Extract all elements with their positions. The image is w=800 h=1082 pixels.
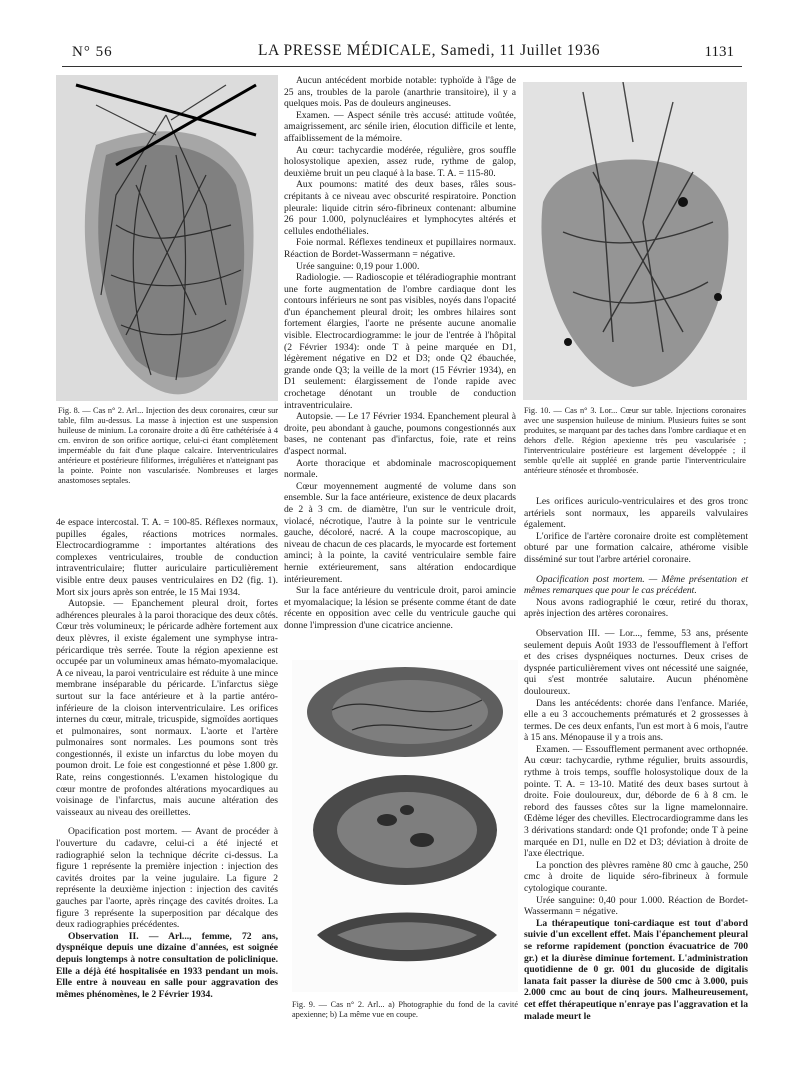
figure-9-caption: Fig. 9. — Cas n° 2. Arl... a) Photographie du fond de la cavité apexienne; b) La même vue en coupe.	[292, 1000, 518, 1019]
paragraph: Examen. — Essoufflement permanent avec orthopnée. Au cœur: tachycardie, rythme régulier, bruits assourdis, rythme à trois temps, souffle holosystolique doux de la pointe. T. A. = 13-10. Matité des deux bases surtout à droite. Foie douloureux, dur, déborde de 6 à 8 cm. le rebord des fausses côtes sur la ligne mamelonnaire. Œdème léger des chevilles. Electrocardiogramme dans les 3 dérivations standard: onde Q1 profonde; onde T à peine marquée en D1, nulle en D2 et D3; déviation à droite de l'axe électrique.	[524, 743, 748, 860]
paragraph: Foie normal. Réflexes tendineux et pupillaires normaux. Réaction de Bordet-Wassermann = négative.	[284, 237, 516, 260]
page-number: 1131	[704, 44, 734, 60]
figure-10-caption: Fig. 10. — Cas n° 3. Lor... Cœur sur table. Injections coronaires avec une suspension huileuse de minium. Plusieurs fuites se sont produites, se marquant par des taches dans l'ombre cardiaque et en dehors d'elle. Région apexienne très peu vascularisée ; l'interventriculaire postérieure est largement développée ; il semble qu'elle ait suppléé en grande partie l'interventriculaire antérieure sténosée et thrombosée.	[524, 406, 746, 475]
paragraph: Urée sanguine: 0,19 pour 1.000.	[296, 260, 420, 272]
journal-title: LA PRESSE MÉDICALE, Samedi, 11 Juillet 1936	[258, 42, 601, 59]
paragraph: Radiologie. — Radioscopie et téléradiographie montrant une forte augmentation de l'ombre cardiaque dont les contours inférieurs ne sont pas visibles, noyés dans l'opacité d'un épanchement pleural droit; les ombres hilaires sont fortement élargies, l'aorte ne présente aucune anomalie visible. Electrocardiogramme: le jour de l'entrée à l'hôpital (2 Février 1934): onde T à peine marquée en D1, légèrement négative en D2 et D3; onde Q2 ébauchée, grande onde Q3; la veille de la mort (15 Février 1934), en D1 seulement: élargissement de l'onde rapide avec crochetage dénotant un trouble de conduction intraventriculaire.	[284, 272, 516, 411]
paragraph: Les orifices auriculo-ventriculaires et des gros tronc artériels sont normaux, les appareils valvulaires également.	[524, 496, 748, 531]
column-left	[56, 517, 278, 1000]
paragraph: Urée sanguine: 0,40 pour 1.000. Réaction de Bordet-Wassermann = négative.	[524, 894, 748, 918]
paragraph: Nous avons radiographié le cœur, retiré du thorax, après injection des artères coronaires.	[524, 596, 748, 620]
issue-number: N° 56	[72, 44, 113, 60]
paragraph: Observation III. — Lor..., femme, 53 ans, présente seulement depuis Août 1933 de l'essoufflement à l'effort et des crises dyspnéiques nocturnes. Deux crises de dyspnée particulièrement vives ont nécessité une saignée, qui s'est montrée salutaire. Aucun phénomène douloureux.	[524, 627, 748, 697]
paragraph: Autopsie. — Le 17 Février 1934. Epanchement pleural à droite, peu abondant à gauche, poumons congestionnés aux bases, ne contenant pas d'infarctus, foie, rate et reins d'aspect normal.	[284, 411, 516, 457]
paragraph: Dans les antécédents: chorée dans l'enfance. Mariée, elle a eu 3 accouchements prématurés et 2 grossesses à termes. De ces deux enfants, l'un est mort à 6 mois, l'autre à 15 ans. Ménopause il y a trois ans.	[524, 697, 748, 744]
figure-9-photographs	[292, 660, 518, 992]
paragraph: Cœur moyennement augmenté de volume dans son ensemble. Sur la face antérieure, existence de deux placards de 2 à 3 cm. de diamètre, l'un sur le ventricule droit, violacé, nécrotique, l'autre à la pointe sur le ventricule gauche, décoloré, nacré. A la coupe macroscopique, au niveau de chacun de ces placards, le myocarde est fortement aminci; à la pointe, la cavité ventriculaire semble faire hernie extérieurement, sans altération endocardique intérieurement.	[284, 480, 516, 585]
paragraph: Aorte thoracique et abdominale macroscopiquement normale.	[284, 457, 516, 481]
figure-8-radiograph	[56, 75, 278, 401]
paragraph: Observation II. — Arl..., femme, 72 ans, dyspnéique depuis une dizaine d'années, est soignée depuis longtemps à notre consultation de policlinique. Elle a déjà été hospitalisée en 1933 pendant un mois. Elle entre à nouveau en salle pour aggravation des mêmes phénomènes, le 2 Février 1934.	[56, 930, 278, 1000]
page-header	[62, 40, 742, 67]
column-right	[524, 496, 748, 1022]
figure-8-caption: Fig. 8. — Cas n° 2. Arl... Injection des deux coronaires, cœur sur table, film au-dessus. La masse à injection est une suspension huileuse de minium. La coronaire droite a dû être cathétérisée à 4 cm. environ de son orifice aortique, celui-ci étant complètement imperméable du fait d'une plaque calcaire. Interventriculaires antérieure et postérieure filiformes, irrégulières et n'atteignant pas la pointe. Pointe non vascularisée. Nombreuses et larges anastomoses septales.	[58, 406, 278, 485]
paragraph: Examen. — Aspect sénile très accusé: attitude voûtée, amaigrissement, arc sénile irien, élocution difficile et lente, affaiblissement de la mémoire.	[284, 109, 516, 144]
figure-10-radiograph	[523, 82, 747, 400]
paragraph: La ponction des plèvres ramène 80 cmc à gauche, 250 cmc à droite de liquide séro-fibrineux à formule cytologique courante.	[524, 859, 748, 894]
column-middle	[284, 75, 516, 632]
paragraph: Au cœur: tachycardie modérée, régulière, gros souffle holosystolique apexien, assez rude, rythme de galop, deuxième bruit un peu claqué à la base. T. A. = 115-80.	[284, 144, 516, 179]
paragraph: La thérapeutique toni-cardiaque est tout d'abord suivie d'un excellent effet. Mais l'épanchement pleural se reforme rapidement (ponction évacuatrice de 700 gr.) et la diurèse diminue fortement. L'administration quotidienne de 0 gr. 001 du glucoside de digitalis lanata fait passer la diurèse de 500 cmc à 3.000, puis 2.000 cmc au bout de cinq jours. Malheureusement, cet effet thérapeutique n'enraye pas l'aggravation et la malade meurt le	[524, 917, 748, 1022]
paragraph: Aux poumons: matité des deux bases, râles sous-crépitants à ce niveau avec obscurité respiratoire. Ponction pleurale: liquide citrin séro-fibrineux contenant: albumine 26 pour 1.000, polynucléaires et lymphocytes altérés et cellules endothéliales.	[284, 179, 516, 237]
paragraph: Aucun antécédent morbide notable: typhoïde à l'âge de 25 ans, troubles de la parole (anarthrie transitoire), il y a quelques mois. Pas de douleurs angineuses.	[284, 75, 516, 110]
paragraph: L'orifice de l'artère coronaire droite est complètement obturé par une formation calcaire, athérome visible disséminé sur tout l'arbre artériel coronaire.	[524, 530, 748, 565]
paragraph: Autopsie. — Epanchement pleural droit, fortes adhérences pleurales à la paroi thoracique des deux côtés. Cœur très volumineux; le péricarde adhère fortement aux deux plèvres, il existe également une symphyse intra-péricardique très serrée. Toute la région apexienne est occupée par un volumineux amas hémato-myomalacique. A ce niveau, la paroi ventriculaire est réduite à une mince membrane inséparable du péricarde. L'infarctus siège surtout sur la face antérieure et à la partie antéro-inférieure de la cloison interventriculaire. Les orifices internes du cœur, mitrale, tricuspide, sigmoïdes aortiques et pulmonaires, sont normaux. L'aorte et l'artère pulmonaires sont normales. Les poumons sont très congestionnés, il existe un infarctus du lobe moyen du poumon droit. Le foie est congestionné et pèse 1.800 gr. Rate, reins congestionnés. L'examen histologique du cœur montre de profondes altérations myocardiques au voisinage de l'infarctus, mais aucune altération des vaisseaux au niveau des oreillettes.	[56, 598, 278, 818]
paragraph: 4e espace intercostal. T. A. = 100-85. Réflexes normaux, pupilles égales, réactions motrices normales. Electrocardiogramme : importantes altérations des complexes ventriculaires, trouble de conduction intraventriculaire; flutter auriculaire particulièrement visible entre deux pauses ventriculaires en D2 (fig. 1). Mort six jours après son entrée, le 15 Mai 1934.	[56, 517, 278, 598]
paragraph: Sur la face antérieure du ventricule droit, paroi amincie et myomalacique; la lésion se présente comme étant de date récente en opposition avec celle du ventricule gauche qui donne l'impression d'une cicatrice ancienne.	[284, 585, 516, 631]
paragraph: Opacification post mortem. — Avant de procéder à l'ouverture du cadavre, celui-ci a été injecté et radiographié selon la technique décrite ci-dessus. La figure 1 représente la première injection : injection des cavités droites par la veine jugulaire. La figure 2 représente la deuxième injection : injection des cavités gauches par l'aorte, après rinçage des cavités droites. La figure 3 représente la superposition par décalque des deux radiographies précédentes.	[56, 826, 278, 931]
paragraph: Opacification post mortem. — Même présentation et mêmes remarques que pour le cas précédent.	[524, 573, 748, 597]
